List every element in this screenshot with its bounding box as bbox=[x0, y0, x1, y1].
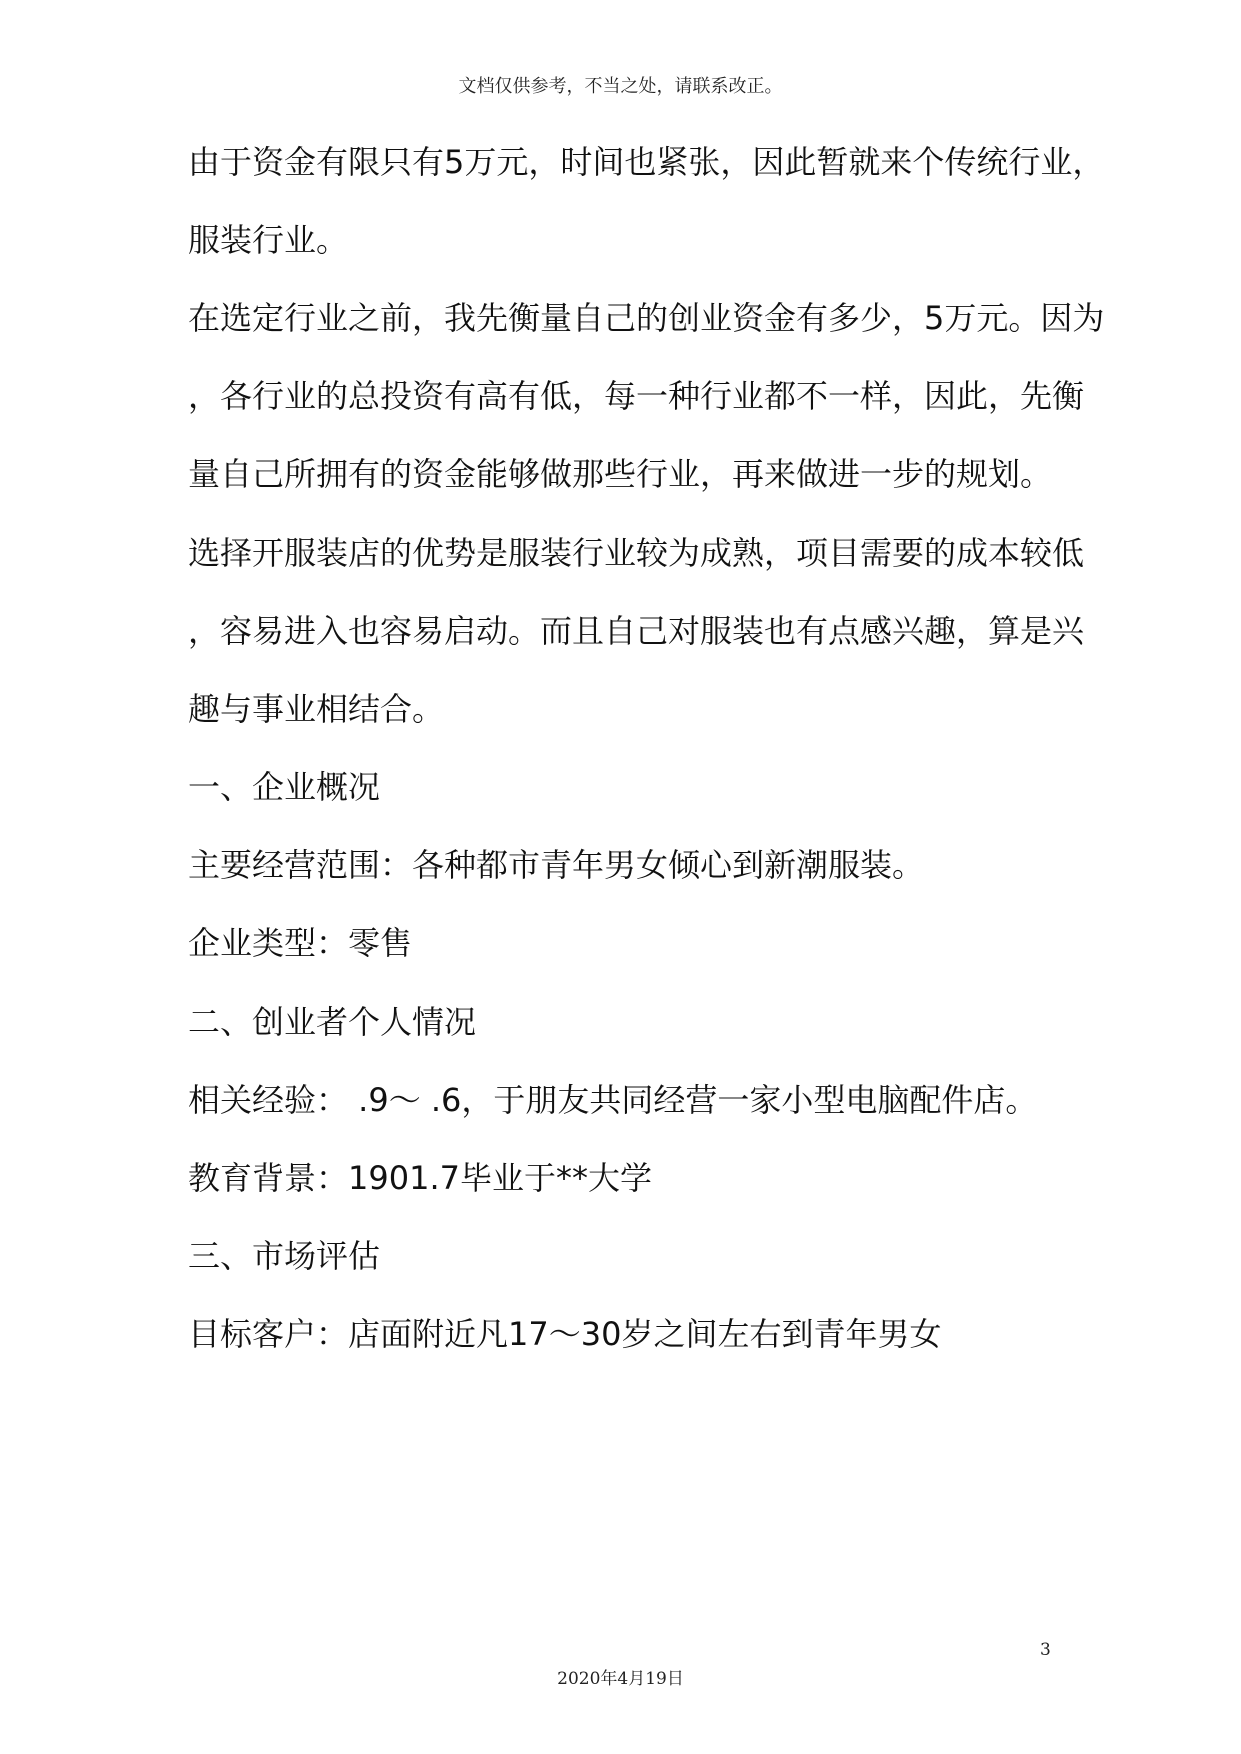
business-scope-line: 主要经营范围：各种都市青年男女倾心到新潮服装。 bbox=[188, 846, 925, 884]
document-header-note: 文档仅供参考，不当之处，请联系改正。 bbox=[458, 76, 783, 97]
experience-line: 相关经验： .9～ .6，于朋友共同经营一家小型电脑配件店。 bbox=[188, 1081, 1038, 1119]
paragraph-line: 服装行业。 bbox=[188, 221, 349, 259]
paragraph-line: 量自己所拥有的资金能够做那些行业，再来做进一步的规划。 bbox=[188, 455, 1053, 493]
paragraph-line: 趣与事业相结合。 bbox=[188, 690, 445, 728]
education-line: 教育背景：1901.7毕业于**大学 bbox=[188, 1159, 652, 1197]
page-number: 3 bbox=[1040, 1640, 1051, 1660]
section-heading-founder-profile: 二、创业者个人情况 bbox=[188, 1003, 477, 1041]
paragraph-line: 由于资金有限只有5万元，时间也紧张，因此暂就来个传统行业， bbox=[188, 143, 1105, 181]
paragraph-line: ，容易进入也容易启动。而且自己对服装也有点感兴趣，算是兴 bbox=[188, 612, 1085, 650]
paragraph-line: ，各行业的总投资有高有低，每一种行业都不一样，因此，先衡 bbox=[188, 377, 1085, 415]
paragraph-line: 选择开服装店的优势是服装行业较为成熟，项目需要的成本较低 bbox=[188, 534, 1085, 572]
target-customer-line: 目标客户：店面附近凡17～30岁之间左右到青年男女 bbox=[188, 1315, 942, 1353]
section-heading-company-overview: 一、企业概况 bbox=[188, 768, 381, 806]
section-heading-market-assessment: 三、市场评估 bbox=[188, 1237, 381, 1275]
paragraph-line: 在选定行业之前，我先衡量自己的创业资金有多少，5万元。因为 bbox=[188, 299, 1105, 337]
footer-date: 2020年4月19日 bbox=[557, 1669, 684, 1689]
business-type-line: 企业类型：零售 bbox=[188, 924, 413, 962]
